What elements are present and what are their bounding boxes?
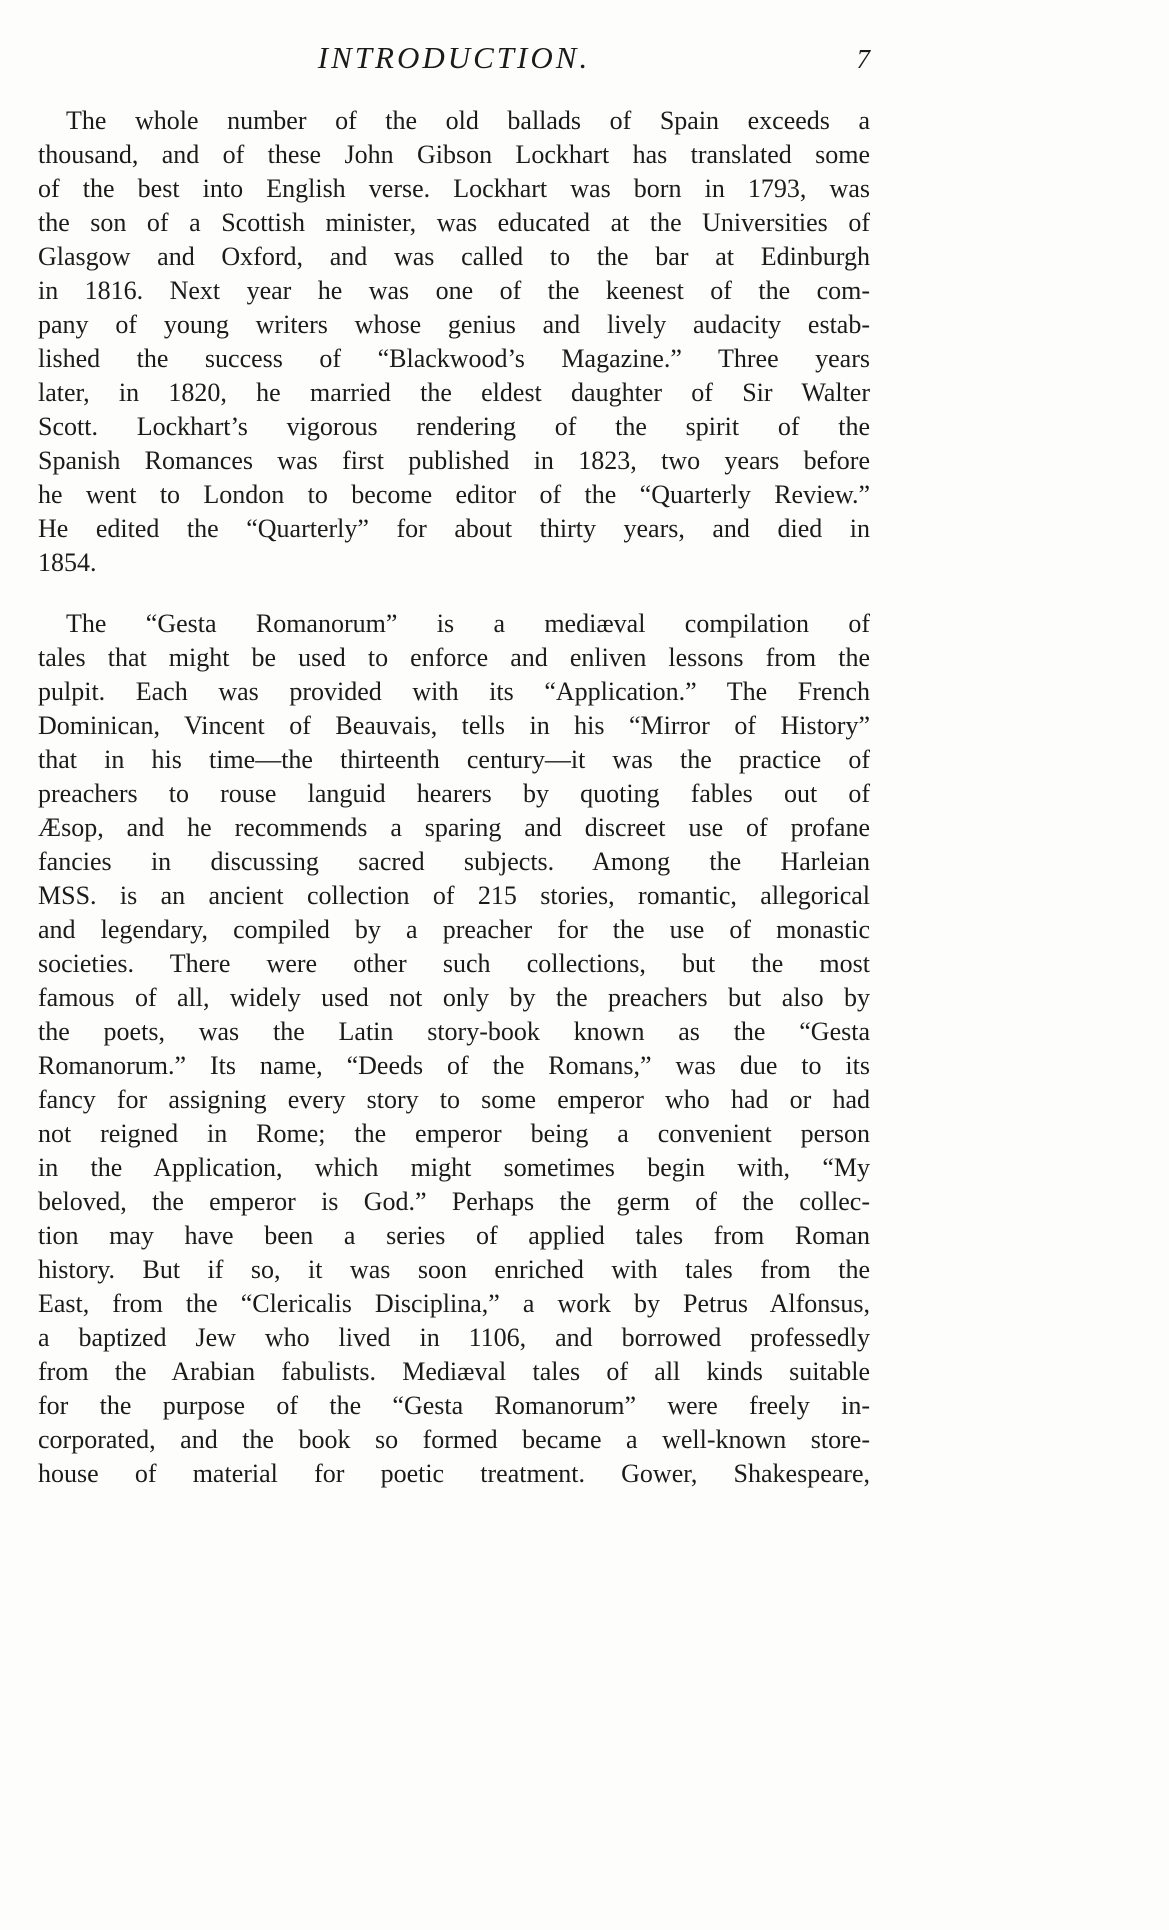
text-line: The “Gesta Romanorum” is a mediæval compilation of (66, 609, 870, 638)
page-title: INTRODUCTION. (317, 40, 591, 75)
text-line: not reigned in Rome; the emperor being a convenient person (38, 1119, 870, 1148)
page-number: 7 (856, 44, 870, 74)
text-line: that in his time—the thirteenth century—it was the practice of (38, 745, 870, 774)
text-line: of the best into English verse. Lockhart was born in 1793, was (38, 174, 870, 203)
text-line: preachers to rouse languid hearers by quoting fables out of (38, 779, 870, 808)
text-line: in the Application, which might sometimes begin with, “My (38, 1153, 870, 1182)
text-line: 1854. (38, 548, 97, 577)
text-line: fancies in discussing sacred subjects. Among the Harleian (38, 847, 870, 876)
text-line: the poets, was the Latin story-book known as the “Gesta (38, 1017, 870, 1046)
text-line: the son of a Scottish minister, was educated at the Universities of (38, 208, 870, 237)
text-line: Scott. Lockhart’s vigorous rendering of the spirit of the (38, 412, 870, 441)
text-line: and legendary, compiled by a preacher for the use of monastic (38, 915, 870, 944)
text-line: in 1816. Next year he was one of the keenest of the com- (38, 276, 870, 305)
text-line: a baptized Jew who lived in 1106, and borrowed professedly (38, 1323, 870, 1352)
text-line: house of material for poetic treatment. Gower, Shakespeare, (38, 1459, 870, 1488)
paragraph (38, 104, 870, 580)
text-line: fancy for assigning every story to some emperor who had or had (38, 1085, 870, 1114)
text-line: societies. There were other such collections, but the most (38, 949, 870, 978)
text-line: Spanish Romances was first published in 1823, two years before (38, 446, 870, 475)
text-line: lished the success of “Blackwood’s Magazine.” Three years (38, 344, 870, 373)
text-line: Romanorum.” Its name, “Deeds of the Romans,” was due to its (38, 1051, 870, 1080)
text-line: East, from the “Clericalis Disciplina,” a work by Petrus Alfonsus, (38, 1289, 870, 1318)
text-line: He edited the “Quarterly” for about thirty years, and died in (38, 514, 870, 543)
text-line: pany of young writers whose genius and lively audacity estab- (38, 310, 870, 339)
text-line: tion may have been a series of applied tales from Roman (38, 1221, 870, 1250)
text-line: tales that might be used to enforce and enliven lessons from the (38, 643, 870, 672)
text-line: Glasgow and Oxford, and was called to the bar at Edinburgh (38, 242, 870, 271)
text-line: pulpit. Each was provided with its “Application.” The French (38, 677, 870, 706)
text-line: famous of all, widely used not only by the preachers but also by (38, 983, 870, 1012)
text-line: he went to London to become editor of the “Quarterly Review.” (38, 480, 870, 509)
text-line: thousand, and of these John Gibson Lockhart has translated some (38, 140, 870, 169)
text-line: MSS. is an ancient collection of 215 stories, romantic, allegorical (38, 881, 870, 910)
paragraph (38, 607, 870, 1491)
text-line: later, in 1820, he married the eldest daughter of Sir Walter (38, 378, 870, 407)
text-line: corporated, and the book so formed became a well-known store- (38, 1425, 870, 1454)
text-line: Dominican, Vincent of Beauvais, tells in his “Mirror of History” (38, 711, 870, 740)
text-line: beloved, the emperor is God.” Perhaps the germ of the collec- (38, 1187, 870, 1216)
text-line: history. But if so, it was soon enriched with tales from the (38, 1255, 870, 1284)
text-line: Æsop, and he recommends a sparing and discreet use of profane (38, 813, 870, 842)
text-line: for the purpose of the “Gesta Romanorum” were freely in- (38, 1391, 870, 1420)
text-block (38, 104, 870, 1491)
text-line: The whole number of the old ballads of Spain exceeds a (66, 106, 870, 135)
text-line: from the Arabian fabulists. Mediæval tales of all kinds suitable (38, 1357, 870, 1386)
